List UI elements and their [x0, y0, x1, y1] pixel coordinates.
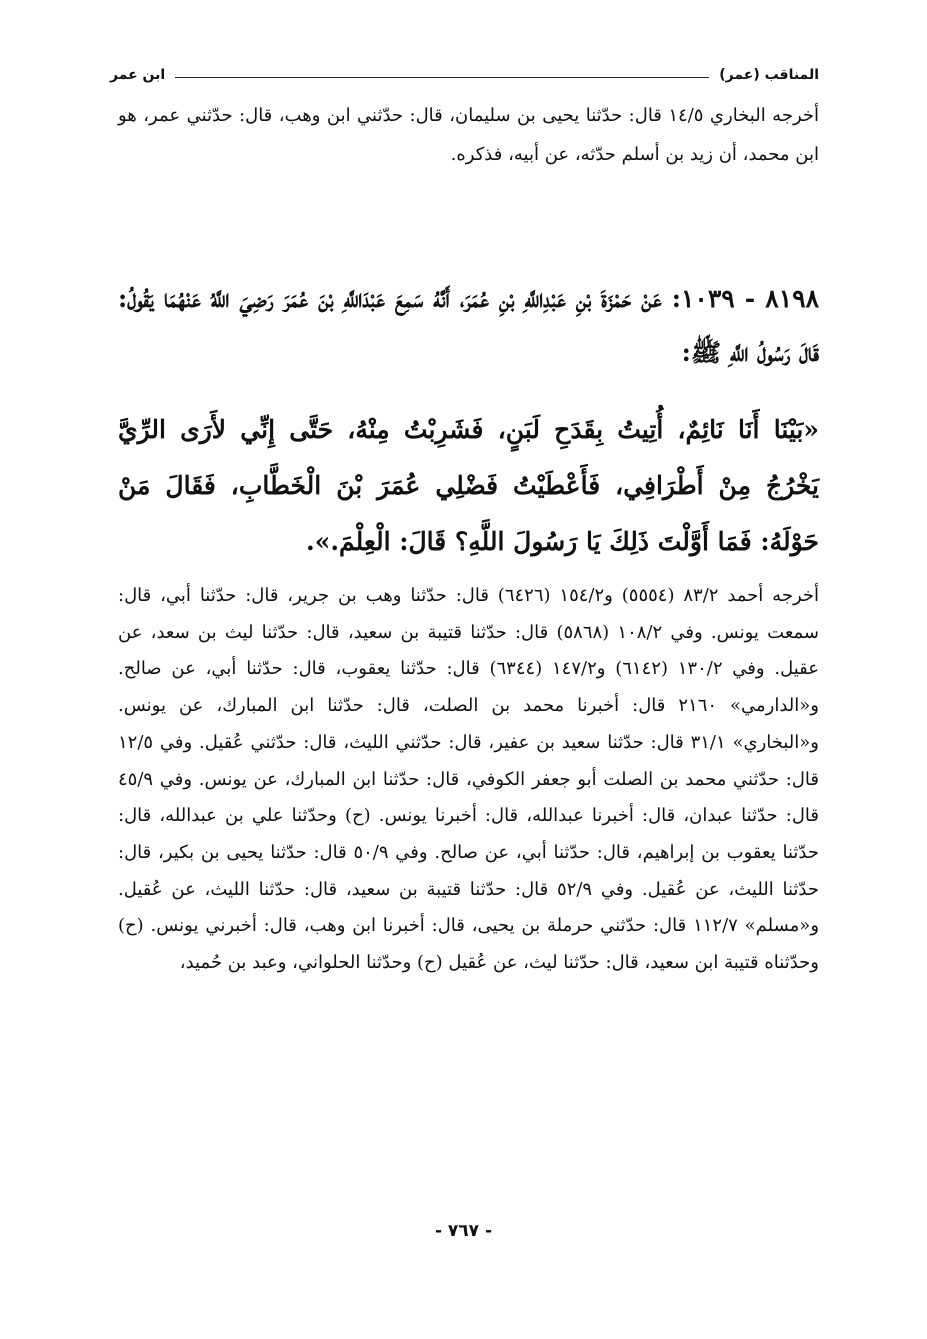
- bottom-takhrij-note: أخرجه أحمد ٨٣/٢ (٥٥٥٤) و١٥٤/٢ (٦٤٢٦) قال: حدّثنا وهب بن جرير، قال: حدّثنا أبي، قال: سمعت يونس. وفي ١٠٨/٢ (٥٨٦٨) قال: حدّثنا قتيبة بن سعيد، قال: حدّثنا ليث بن سعد، عن عقيل. وفي ١٣٠/٢ (٦١٤٢) و١٤٧/٢ (٦٣٤٤) قال: حدّثنا يعقوب، قال: حدّثنا أبي، عن صالح. و«الدارمي» ٢١٦٠ قال: أخبرنا محمد بن الصلت، قال: حدّثنا ابن المبارك، عن يونس. و«البخاري» ٣١/١ قال: حدّثنا سعيد بن عفير، قال: حدّثني الليث، قال: حدّثني عُقيل. وفي ١٢/٥ قال: حدّثني محمد بن الصلت أبو جعفر الكوفي، قال: حدّثنا ابن المبارك، عن يونس. وفي ٤٥/٩ قال: حدّثنا عبدان، قال: أخبرنا عبدالله، قال: أخبرنا يونس. (ح) وحدّثنا علي بن عبدالله، قال: حدّثنا يعقوب بن إبراهيم، قال: حدّثنا أبي، عن صالح. وفي ٥٠/٩ قال: حدّثنا يحيى بن بكير، قال: حدّثنا الليث، عن عُقيل. وفي ٥٢/٩ قال: حدّثنا قتيبة بن سعيد، قال: حدّثنا الليث، عن عُقيل. و«مسلم» ١١٢/٧ قال: حدّثني حرملة بن يحيى، قال: أخبرنا ابن وهب، قال: أخبرني يونس. (ح) وحدّثناه قتيبة ابن سعيد، قال: حدّثنا ليث، عن عُقيل (ح) وحدّثنا الحلواني، وعبد بن حُميد،: [118, 585, 820, 974]
- header-chapter: المناقب (عمر): [719, 67, 819, 83]
- header-section: ابن عمر: [110, 67, 166, 83]
- top-takhrij-note: أخرجه البخاري ١٤/٥ قال: حدّثنا يحيى بن سليمان، قال: حدّثني ابن وهب، قال: حدّثني عمر، هو ابن محمد، أن زيد بن أسلم حدّثه، عن أبيه، فذكره.: [118, 105, 819, 165]
- header-rule: [175, 77, 709, 78]
- hadith-heading: ٨١٩٨ - ١٠٣٩: عَنْ حَمْزَةَ بْنِ عَبْدِاللَّهِ بْنِ عُمَرَ، أَنَّهُ سَمِعَ عَبْدَاللَّهِ بْنَ عُمَرَ رَضِيَ اللَّهُ عَنْهُمَا يَقُولُ: قَالَ رَسُولُ اللَّهِ ﷺ:: [118, 284, 819, 367]
- hadith-text: «بَيْنَا أَنَا نَائِمٌ، أُتِيتُ بِقَدَحِ لَبَنٍ، فَشَرِبْتُ مِنْهُ، حَتَّى إِنِّي لأَرَى الرِّيَّ يَخْرُجُ مِنْ أَطْرَافِي، فَأَعْطَيْتُ فَضْلِي عُمَرَ بْنَ الْخَطَّابِ، فَقَالَ مَنْ حَوْلَهُ: فَمَا أَوَّلْتَ ذَلِكَ يَا رَسُولَ اللَّهِ؟ قَالَ: الْعِلْمَ.».: [118, 415, 819, 556]
- running-header: [110, 64, 819, 86]
- page-number: - ٧٦٧ -: [434, 1221, 493, 1241]
